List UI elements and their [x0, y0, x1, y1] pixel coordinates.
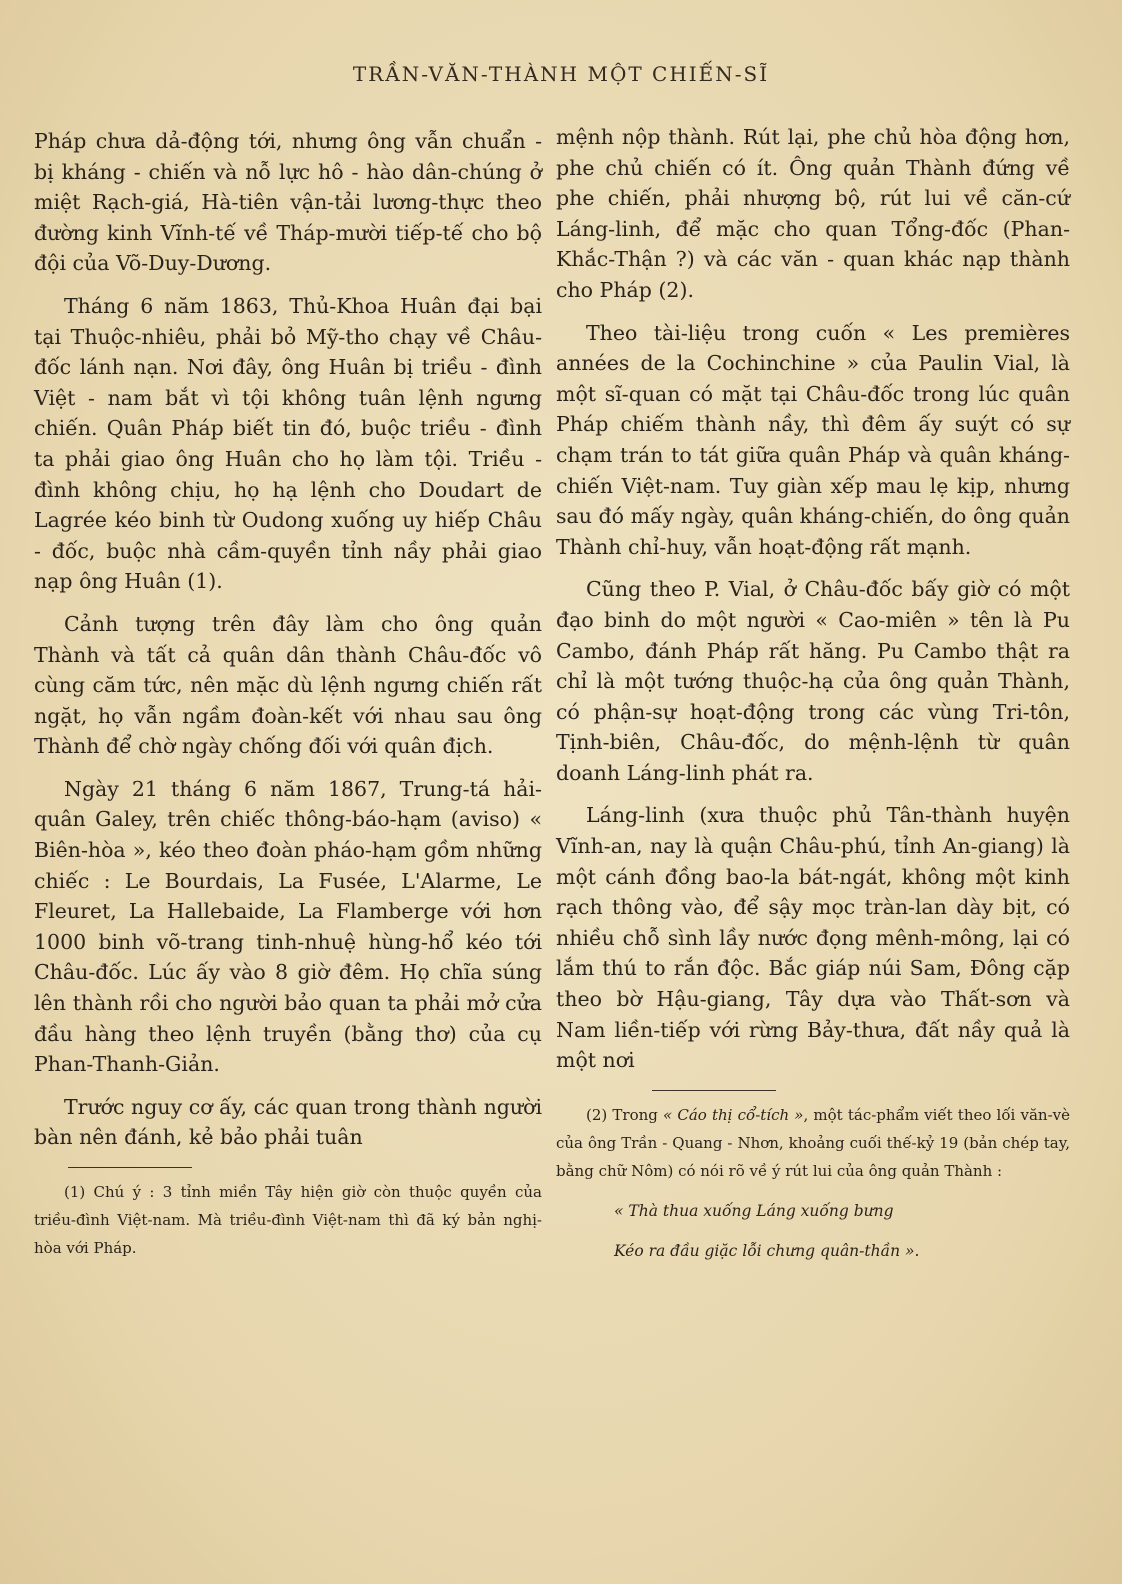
quote-line-1: « Thà thua xuống Láng xuống bưng [614, 1201, 894, 1220]
paragraph: Tháng 6 năm 1863, Thủ-Khoa Huân đại bại tại Thuộc-nhiêu, phải bỏ Mỹ-tho chạy về Châu-đốc lánh nạn. Nơi đây, ông Huân bị triều - đình Việt - nam bắt vì tội không tuân lệnh ngưng chiến. Quân Pháp biết tin đó, buộc triều - đình ta phải giao ông Huân cho họ làm tội. Triều - đình không chịu, họ hạ lệnh cho Doudart de Lagrée kéo binh từ Oudong xuống uy hiếp Châu - đốc, buộc nhà cầm-quyền tỉnh nầy phải giao nạp ông Huân (1). [34, 293, 542, 594]
left-column [34, 126, 542, 1274]
paragraph: Cũng theo P. Vial, ở Châu-đốc bấy giờ có một đạo binh do một người « Cao-miên » tên là Pu Cambo, đánh Pháp rất hăng. Pu Cambo thật ra chỉ là một tướng thuộc-hạ của ông quản Thành, có phận-sự hoạt-động trong các vùng Tri-tôn, Tịnh-biên, Châu-đốc, do mệnh-lệnh từ quân doanh Láng-linh phát ra. [556, 577, 1070, 785]
paragraph: Cảnh tượng trên đây làm cho ông quản Thành và tất cả quân dân thành Châu-đốc vô cùng căm tức, nên mặc dù lệnh ngưng chiến rất ngặt, họ vẫn ngầm đoàn-kết với nhau sau ông Thành để chờ ngày chống đối với quân địch. [34, 611, 542, 759]
paragraph: Theo tài-liệu trong cuốn « Les premières années de la Cochinchine » của Paulin Vial, là một sĩ-quan có mặt tại Châu-đốc trong lúc quân Pháp chiếm thành nầy, thì đêm ấy suýt có sự chạm trán to tát giữa quân Pháp và quân kháng-chiến Việt-nam. Tuy giàn xếp mau lẹ kịp, nhưng sau đó mấy ngày, quân kháng-chiến, do ông quản Thành chỉ-huy, vẫn hoạt-động rất mạnh. [556, 320, 1070, 559]
paragraph: Ngày 21 tháng 6 năm 1867, Trung-tá hải-quân Galey, trên chiếc thông-báo-hạm (aviso) « Biên-hòa », kéo theo đoàn pháo-hạm gồm những chiếc : Le Bourdais, La Fusée, L'Alarme, Le Fleuret, La Hallebaide, La Flamberge với hơn 1000 binh võ-trang tinh-nhuệ hùng-hổ kéo tới Châu-đốc. Lúc ấy vào 8 giờ đêm. Họ chĩa súng lên thành rồi cho người bảo quan ta phải mở cửa đầu hàng theo lệnh truyền (bằng thơ) của cụ Phan-Thanh-Giản. [34, 776, 542, 1077]
footnote-2 [556, 1101, 1070, 1185]
paragraph: Trước nguy cơ ấy, các quan trong thành người bàn nên đánh, kẻ bảo phải tuân [34, 1094, 542, 1150]
footnote-2-text: , một tác-phẩm viết theo lối văn-vè của ông Trần - Quang - Nhơn, khoảng cuối thế-kỷ 19 (bản chép tay, bằng chữ Nôm) có nói rõ về ý rút lui của ông quản Thành : [556, 1105, 1070, 1180]
footnote-2-intro: (2) Trong [586, 1105, 658, 1124]
footnote-2-title: « Cáo thị cổ-tích » [663, 1105, 804, 1124]
paragraph: Láng-linh (xưa thuộc phủ Tân-thành huyện Vĩnh-an, nay là quận Châu-phú, tỉnh An-giang) là một cánh đồng bao-la bát-ngát, không một kinh rạch thông vào, để sậy mọc tràn-lan dày bịt, có nhiều chỗ sình lầy nước đọng mênh-mông, lại có lắm thú to rắn độc. Bắc giáp núi Sam, Đông cặp theo bờ Hậu-giang, Tây dựa vào Thất-sơn và Nam liền-tiếp với rừng Bảy-thưa, đất nầy quả là một nơi [556, 803, 1070, 1073]
paragraph: mệnh nộp thành. Rút lại, phe chủ hòa động hơn, phe chủ chiến có ít. Ông quản Thành đứng về phe chiến, phải nhượng bộ, rút lui về căn-cứ Láng-linh, để mặc cho quan Tổng-đốc (Phan-Khắc-Thận ?) và các văn - quan khác nạp thành cho Pháp (2). [556, 125, 1070, 302]
right-column [556, 122, 1070, 1277]
quote-line-2: Kéo ra đầu giặc lỗi chưng quân-thần ». [614, 1241, 920, 1260]
footnote-divider [68, 1167, 192, 1168]
footnote-divider [652, 1090, 776, 1091]
running-header: TRẦN-VĂN-THÀNH MỘT CHIẾN-SĨ [352, 62, 770, 86]
footnote-1: (1) Chú ý : 3 tỉnh miền Tây hiện giờ còn thuộc quyền của triều-đình Việt-nam. Mà triều-đình Việt-nam thì đã ký bản nghị-hòa với Pháp. [34, 1183, 542, 1257]
paragraph: Pháp chưa dả-động tới, nhưng ông vẫn chuẩn - bị kháng - chiến và nỗ lực hô - hào dân-chúng ở miệt Rạch-giá, Hà-tiên vận-tải lương-thực theo đường kinh Vĩnh-tế về Tháp-mười tiếp-tế cho bộ đội của Võ-Duy-Dương. [34, 129, 542, 276]
